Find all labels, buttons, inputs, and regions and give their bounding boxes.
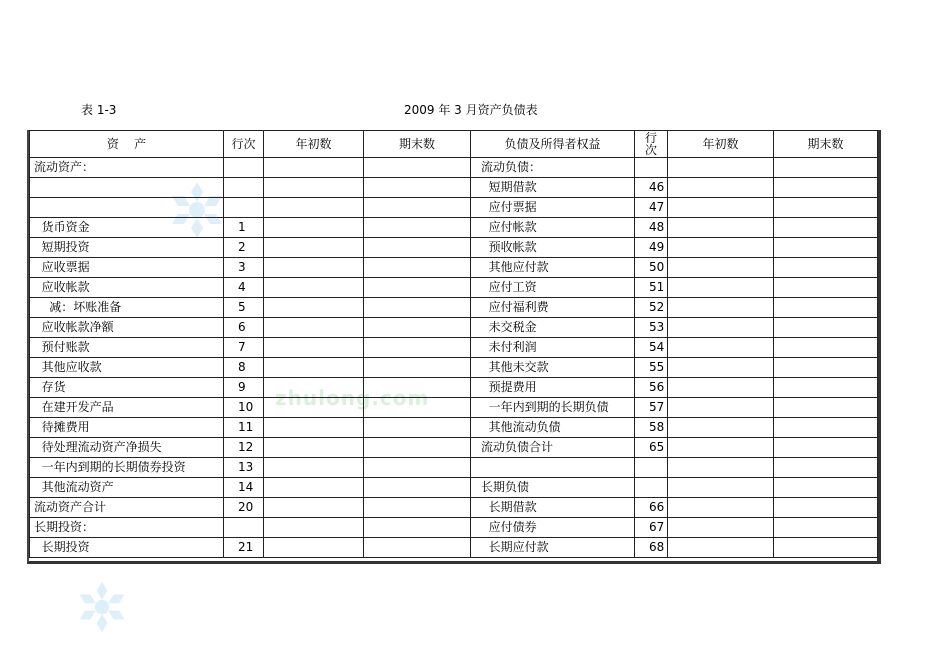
table-row (30, 518, 878, 538)
header-liab-end: 期末数 (774, 131, 878, 158)
liab-cell[interactable]: 预提费用 (471, 378, 635, 398)
liab-end-cell[interactable] (774, 418, 878, 438)
asset-end-cell[interactable] (364, 338, 471, 358)
liab-line-no-cell[interactable]: 46 (635, 178, 668, 198)
asset-cell[interactable]: 一年内到期的长期债券投资 (30, 458, 224, 478)
liab-cell[interactable]: 其他未交款 (471, 358, 635, 378)
asset-line-no-cell[interactable]: 20 (224, 498, 264, 518)
asset-begin-cell[interactable] (264, 218, 364, 238)
header-begin: 年初数 (264, 131, 364, 158)
asset-cell[interactable]: 待处理流动资产净损失 (30, 438, 224, 458)
liab-line-no-cell[interactable]: 58 (635, 418, 668, 438)
asset-line-no-cell[interactable] (224, 198, 264, 218)
liab-begin-cell[interactable] (668, 198, 774, 218)
asset-end-cell[interactable] (364, 418, 471, 438)
liab-begin-cell[interactable] (668, 478, 774, 498)
liab-cell[interactable]: 流动负债： (471, 158, 635, 178)
asset-end-cell[interactable] (364, 258, 471, 278)
asset-begin-cell[interactable] (264, 358, 364, 378)
liab-begin-cell[interactable] (668, 498, 774, 518)
liab-begin-cell[interactable] (668, 278, 774, 298)
table-row (30, 238, 878, 258)
liab-end-cell[interactable] (774, 318, 878, 338)
liab-end-cell[interactable] (774, 198, 878, 218)
asset-cell[interactable]: 应收帐款净额 (30, 318, 224, 338)
asset-cell[interactable]: 短期投资 (30, 238, 224, 258)
asset-cell[interactable]: 流动资产合计 (30, 498, 224, 518)
asset-begin-cell[interactable] (264, 478, 364, 498)
liab-line-no-cell[interactable]: 50 (635, 258, 668, 278)
header-end: 期末数 (364, 131, 471, 158)
asset-end-cell[interactable] (364, 358, 471, 378)
liab-end-cell[interactable] (774, 458, 878, 478)
page-title: 2009 年 3 月资产负债表 (404, 103, 538, 117)
asset-begin-cell[interactable] (264, 178, 364, 198)
liab-cell[interactable]: 应付债券 (471, 518, 635, 538)
asset-begin-cell[interactable] (264, 318, 364, 338)
asset-cell[interactable]: 应收票据 (30, 258, 224, 278)
liab-line-no-cell[interactable]: 51 (635, 278, 668, 298)
asset-end-cell[interactable] (364, 498, 471, 518)
liab-cell[interactable]: 长期负债 (471, 478, 635, 498)
asset-line-no-cell[interactable] (224, 158, 264, 178)
liab-begin-cell[interactable] (668, 358, 774, 378)
liab-cell[interactable] (471, 458, 635, 478)
liab-cell[interactable]: 其他应付款 (471, 258, 635, 278)
table-row (30, 338, 878, 358)
liab-cell[interactable]: 流动负债合计 (471, 438, 635, 458)
liab-end-cell[interactable] (774, 238, 878, 258)
liab-line-no-cell[interactable] (635, 158, 668, 178)
liab-end-cell[interactable] (774, 498, 878, 518)
table-row (30, 378, 878, 398)
asset-line-no-cell[interactable]: 2 (224, 238, 264, 258)
liab-end-cell[interactable] (774, 438, 878, 458)
liab-line-no-cell[interactable]: 65 (635, 438, 668, 458)
asset-end-cell[interactable] (364, 478, 471, 498)
liab-end-cell[interactable] (774, 178, 878, 198)
liab-line-no-cell[interactable]: 67 (635, 518, 668, 538)
asset-end-cell[interactable] (364, 398, 471, 418)
asset-line-no-cell[interactable]: 7 (224, 338, 264, 358)
asset-line-no-cell[interactable]: 21 (224, 538, 264, 558)
asset-end-cell[interactable] (364, 518, 471, 538)
asset-end-cell[interactable] (364, 298, 471, 318)
table-row (30, 178, 878, 198)
liab-begin-cell[interactable] (668, 458, 774, 478)
liab-line-no-cell[interactable]: 57 (635, 398, 668, 418)
asset-cell[interactable]: 流动资产： (30, 158, 224, 178)
table-row (30, 438, 878, 458)
table-row (30, 358, 878, 378)
liab-line-no-cell[interactable]: 55 (635, 358, 668, 378)
asset-cell[interactable]: 预付账款 (30, 338, 224, 358)
liab-cell[interactable]: 未交税金 (471, 318, 635, 338)
asset-end-cell[interactable] (364, 378, 471, 398)
table-row (30, 538, 878, 558)
asset-cell[interactable]: 货币资金 (30, 218, 224, 238)
asset-begin-cell[interactable] (264, 298, 364, 318)
header-liab: 负债及所得者权益 (471, 131, 635, 158)
table-row (30, 398, 878, 418)
asset-line-no-cell[interactable]: 11 (224, 418, 264, 438)
liab-end-cell[interactable] (774, 478, 878, 498)
balance-sheet (27, 130, 881, 564)
asset-line-no-cell[interactable]: 1 (224, 218, 264, 238)
table-row (30, 278, 878, 298)
header-liab-line-no-top: 行 (644, 130, 657, 145)
asset-cell[interactable]: 应收帐款 (30, 278, 224, 298)
asset-begin-cell[interactable] (264, 458, 364, 478)
liab-line-no-cell[interactable] (635, 458, 668, 478)
asset-end-cell[interactable] (364, 278, 471, 298)
table-header-row (30, 131, 878, 158)
asset-begin-cell[interactable] (264, 258, 364, 278)
asset-begin-cell[interactable] (264, 338, 364, 358)
asset-begin-cell[interactable] (264, 418, 364, 438)
liab-line-no-cell[interactable]: 53 (635, 318, 668, 338)
liab-begin-cell[interactable] (668, 318, 774, 338)
asset-cell[interactable]: 长期投资： (30, 518, 224, 538)
liab-begin-cell[interactable] (668, 258, 774, 278)
liab-begin-cell[interactable] (668, 398, 774, 418)
asset-cell[interactable]: 存货 (30, 378, 224, 398)
liab-cell[interactable]: 应付帐款 (471, 218, 635, 238)
liab-cell[interactable]: 长期借款 (471, 498, 635, 518)
asset-line-no-cell[interactable]: 10 (224, 398, 264, 418)
liab-line-no-cell[interactable]: 52 (635, 298, 668, 318)
table-id-label: 表 1-3 (81, 103, 117, 117)
asset-line-no-cell[interactable]: 8 (224, 358, 264, 378)
asset-cell[interactable]: 在建开发产品 (30, 398, 224, 418)
asset-end-cell[interactable] (364, 318, 471, 338)
asset-begin-cell[interactable] (264, 498, 364, 518)
liab-end-cell[interactable] (774, 278, 878, 298)
asset-cell[interactable] (30, 198, 224, 218)
asset-begin-cell[interactable] (264, 278, 364, 298)
asset-cell[interactable]: 长期投资 (30, 538, 224, 558)
table-row (30, 478, 878, 498)
table-row (30, 298, 878, 318)
liab-begin-cell[interactable] (668, 158, 774, 178)
asset-cell[interactable]: 减：坏账准备 (30, 298, 224, 318)
asset-end-cell[interactable] (364, 438, 471, 458)
liab-end-cell[interactable] (774, 298, 878, 318)
asset-end-cell[interactable] (364, 198, 471, 218)
asset-begin-cell[interactable] (264, 378, 364, 398)
liab-end-cell[interactable] (774, 258, 878, 278)
asset-cell[interactable] (30, 178, 224, 198)
liab-end-cell[interactable] (774, 378, 878, 398)
table-row (30, 258, 878, 278)
liab-line-no-cell[interactable] (635, 478, 668, 498)
liab-end-cell[interactable] (774, 158, 878, 178)
liab-begin-cell[interactable] (668, 518, 774, 538)
asset-cell[interactable]: 待摊费用 (30, 418, 224, 438)
asset-line-no-cell[interactable] (224, 518, 264, 538)
liab-end-cell[interactable] (774, 538, 878, 558)
liab-line-no-cell[interactable]: 47 (635, 198, 668, 218)
liab-end-cell[interactable] (774, 518, 878, 538)
asset-cell[interactable]: 其他流动资产 (30, 478, 224, 498)
snowflake-icon (76, 580, 128, 634)
asset-cell[interactable]: 其他应收款 (30, 358, 224, 378)
liab-cell[interactable]: 其他流动负债 (471, 418, 635, 438)
liab-line-no-cell[interactable]: 56 (635, 378, 668, 398)
asset-begin-cell[interactable] (264, 538, 364, 558)
asset-end-cell[interactable] (364, 178, 471, 198)
liab-end-cell[interactable] (774, 218, 878, 238)
liab-line-no-cell[interactable]: 49 (635, 238, 668, 258)
liab-cell[interactable]: 应付票据 (471, 198, 635, 218)
table-row (30, 158, 878, 178)
liab-cell[interactable]: 未付利润 (471, 338, 635, 358)
header-asset: 资 产 (30, 131, 224, 158)
asset-line-no-cell[interactable]: 9 (224, 378, 264, 398)
liab-line-no-cell[interactable]: 48 (635, 218, 668, 238)
asset-begin-cell[interactable] (264, 238, 364, 258)
asset-begin-cell[interactable] (264, 398, 364, 418)
liab-cell[interactable]: 预收帐款 (471, 238, 635, 258)
liab-begin-cell[interactable] (668, 178, 774, 198)
asset-line-no-cell[interactable]: 3 (224, 258, 264, 278)
liab-begin-cell[interactable] (668, 438, 774, 458)
asset-end-cell[interactable] (364, 218, 471, 238)
liab-end-cell[interactable] (774, 358, 878, 378)
liab-cell[interactable]: 应付工资 (471, 278, 635, 298)
table-row (30, 218, 878, 238)
asset-line-no-cell[interactable]: 6 (224, 318, 264, 338)
asset-line-no-cell[interactable] (224, 178, 264, 198)
liab-begin-cell[interactable] (668, 338, 774, 358)
liab-begin-cell[interactable] (668, 298, 774, 318)
liab-line-no-cell[interactable]: 66 (635, 498, 668, 518)
liab-end-cell[interactable] (774, 398, 878, 418)
liab-begin-cell[interactable] (668, 238, 774, 258)
table-row (30, 458, 878, 478)
asset-end-cell[interactable] (364, 538, 471, 558)
table-row (30, 498, 878, 518)
liab-line-no-cell[interactable]: 54 (635, 338, 668, 358)
header-liab-line-no (635, 131, 668, 158)
table-row (30, 318, 878, 338)
liab-cell[interactable]: 应付福利费 (471, 298, 635, 318)
asset-line-no-cell[interactable]: 13 (224, 458, 264, 478)
asset-line-no-cell[interactable]: 12 (224, 438, 264, 458)
liab-cell[interactable]: 短期借款 (471, 178, 635, 198)
asset-line-no-cell[interactable]: 4 (224, 278, 264, 298)
asset-begin-cell[interactable] (264, 518, 364, 538)
asset-line-no-cell[interactable]: 5 (224, 298, 264, 318)
table-row (30, 418, 878, 438)
liab-begin-cell[interactable] (668, 538, 774, 558)
liab-begin-cell[interactable] (668, 378, 774, 398)
asset-end-cell[interactable] (364, 458, 471, 478)
asset-end-cell[interactable] (364, 238, 471, 258)
balance-sheet-table (29, 130, 878, 558)
liab-line-no-cell[interactable]: 68 (635, 538, 668, 558)
asset-begin-cell[interactable] (264, 198, 364, 218)
watermark-text: zhulong.com (275, 386, 430, 410)
liab-end-cell[interactable] (774, 338, 878, 358)
liab-cell[interactable]: 长期应付款 (471, 538, 635, 558)
header-line-no: 行次 (224, 131, 264, 158)
liab-begin-cell[interactable] (668, 218, 774, 238)
table-row (30, 198, 878, 218)
header-liab-begin: 年初数 (668, 131, 774, 158)
asset-line-no-cell[interactable]: 14 (224, 478, 264, 498)
asset-end-cell[interactable] (364, 158, 471, 178)
header-liab-line-no-bottom: 次 (644, 142, 657, 157)
asset-begin-cell[interactable] (264, 158, 364, 178)
asset-begin-cell[interactable] (264, 438, 364, 458)
liab-begin-cell[interactable] (668, 418, 774, 438)
liab-cell[interactable]: 一年内到期的长期负债 (471, 398, 635, 418)
